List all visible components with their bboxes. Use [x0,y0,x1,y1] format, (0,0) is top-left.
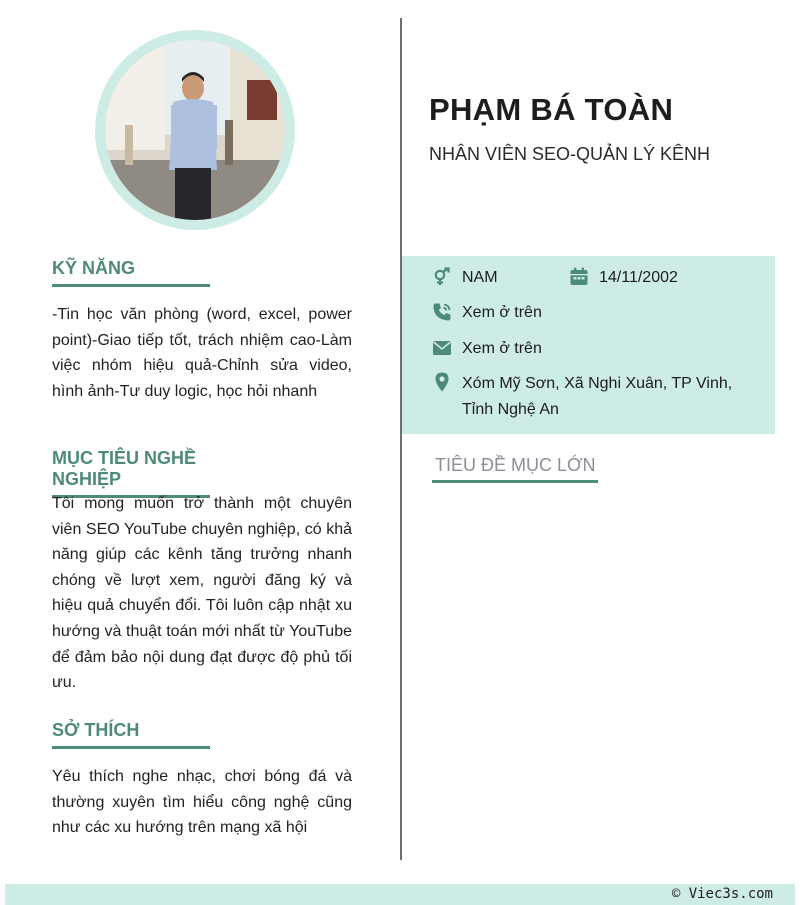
left-column [0,0,400,880]
avatar-frame [95,30,295,230]
phone-value[interactable]: Xem ở trên [462,304,542,321]
phone-icon[interactable] [432,302,452,322]
full-name: PHẠM BÁ TOÀN [429,92,674,127]
job-title: NHÂN VIÊN SEO-QUẢN LÝ KÊNH [429,144,711,164]
avatar[interactable] [105,40,285,220]
gender-icon [432,267,452,287]
skills-heading: KỸ NĂNG [52,258,210,287]
birthdate-value: 14/11/2002 [599,269,678,286]
calendar-icon [569,267,589,287]
copyright-text: © Viec3s.com [671,886,773,902]
gender-value: NAM [462,269,498,286]
footer-bar [5,884,795,905]
contact-panel [402,256,775,434]
email-value[interactable]: Xem ở trên [462,340,542,357]
right-column [402,0,800,880]
email-icon[interactable] [432,338,452,358]
objective-text: Tôi mong muốn trở thành một chuyên viên SEO YouTube chuyên nghiệp, có khả năng giúp các kênh tăng trưởng nhanh chóng về lượt xem, người đăng ký và hiệu quả chuyển đổi. Tôi luôn cập nhật xu hướng và thuật toán mới nhất từ YouTube để đảm bảo nội dung đạt được độ phủ tối ưu. [52,495,352,692]
objective-heading: MỤC TIÊU NGHỀ NGHIỆP [52,448,210,498]
avatar-photo [105,40,285,220]
skills-text: -Tin học văn phòng (word, excel, power point)-Giao tiếp tốt, trách nhiệm cao-Làm việc nhóm hiệu quả-Chỉnh sửa video, hình ảnh-Tư duy logic, học hỏi nhanh [52,306,352,400]
main-section-heading[interactable]: TIÊU ĐỀ MỤC LỚN [432,455,598,483]
hobbies-text: Yêu thích nghe nhạc, chơi bóng đá và thường xuyên tìm hiểu công nghệ cũng như các xu hướng trên mạng xã hội [52,768,352,837]
location-pin-icon [432,372,452,392]
hobbies-heading: SỞ THÍCH [52,720,210,749]
address-value: Xóm Mỹ Sơn, Xã Nghi Xuân, TP Vinh, Tỉnh Nghệ An [462,375,733,418]
